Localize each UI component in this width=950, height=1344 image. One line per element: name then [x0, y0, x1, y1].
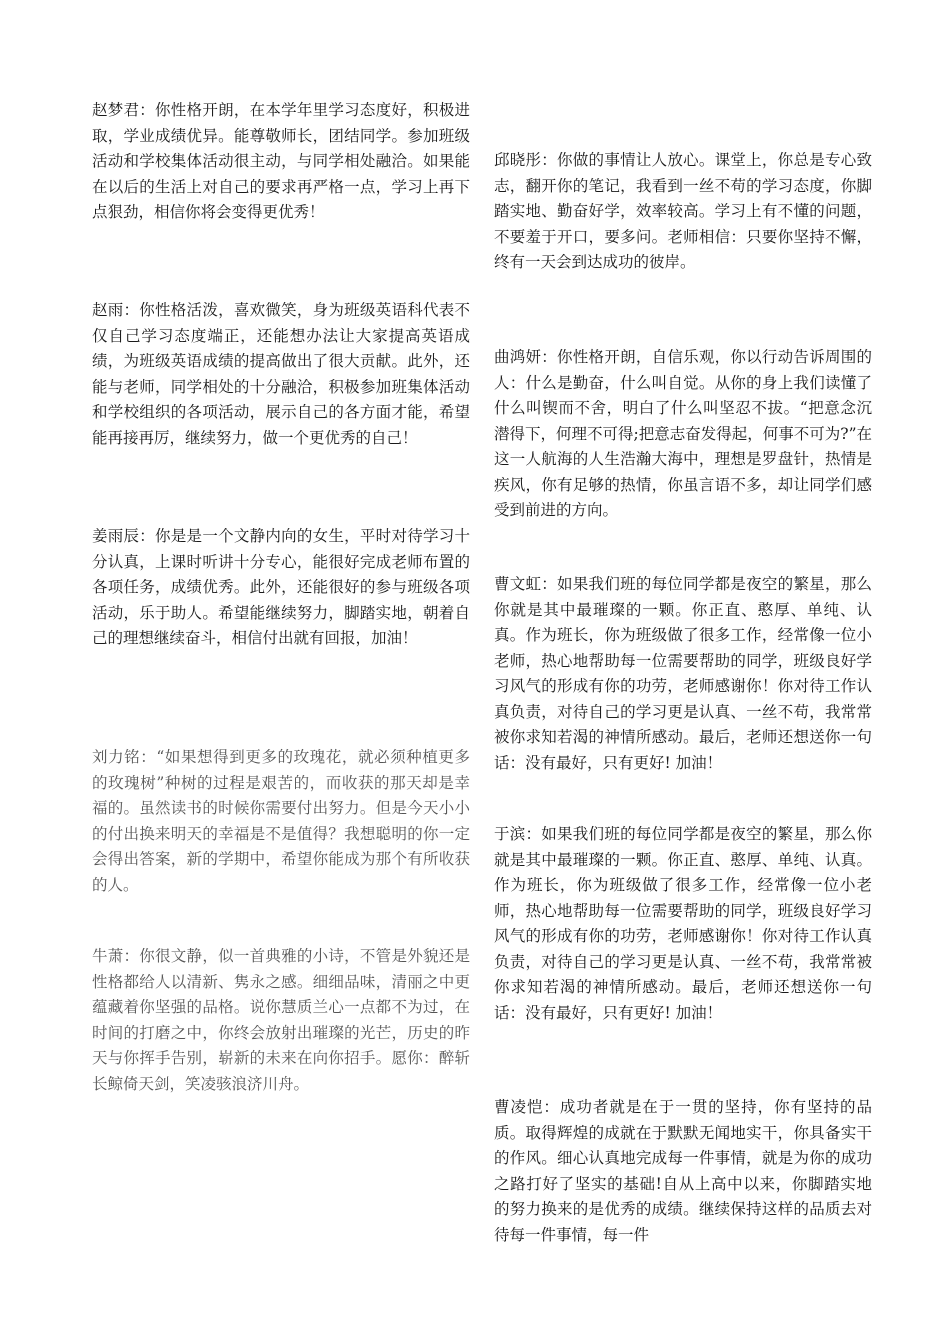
comment-qu-hongyan: 曲鸿妍：你性格开朗，自信乐观，你以行动告诉周围的人：什么是勤奋，什么叫自觉。从你的身上我们读懂了什么叫锲而不舍，明白了什么叫坚忍不拔。“把意念沉潜得下，何理不可得;把意志奋发得起，何事不可为?”在这一人航海的人生浩瀚大海中，理想是罗盘针，热情是疾风，你有足够的热情，你虽言语不多，却让同学们感受到前进的方向。	[494, 348, 872, 519]
comment-zhao-mengjun: 赵梦君：你性格开朗，在本学年里学习态度好，积极进取，学业成绩优异。能尊敬师长，团结同学。参加班级活动和学校集体活动很主动，与同学相处融洽。如果能在以后的生活上对自己的要求再严格一点，学习上再下点狠劲，相信你将会变得更优秀！	[92, 101, 470, 221]
comment-cao-wenhong: 曹文虹：如果我们班的每位同学都是夜空的繁星，那么你就是其中最璀璨的一颗。你正直、憨厚、单纯、认真。作为班长，你为班级做了很多工作，经常像一位小老师，热心地帮助每一位需要帮助的同学，班级良好学习风气的形成有你的功劳，老师感谢你！你对待工作认真负责，对待自己的学习更是认真、一丝不苟，我常常被你求知若渴的神情所感动。最后，老师还想送你一句话：没有最好，只有更好! 加油！	[494, 575, 872, 772]
comment-zhao-yu: 赵雨：你性格活泼，喜欢微笑，身为班级英语科代表不仅自己学习态度端正，还能想办法让大家提高英语成绩，为班级英语成绩的提高做出了很大贡献。此外，还能与老师，同学相处的十分融洽，积极参加班集体活动和学校组织的各项活动，展示自己的各方面才能，希望能再接再厉，继续努力，做一个更优秀的自己！	[92, 301, 470, 447]
comment-cao-lingkai: 曹凌恺：成功者就是在于一贯的坚持，你有坚持的品质。取得辉煌的成就在于默默无闻地实干，你具备实干的作风。细心认真地完成每一件事情，就是为你的成功之路打好了坚实的基础!自从上高中以来，你脚踏实地的努力换来的是优秀的成绩。继续保持这样的品质去对待每一件事情，每一件	[494, 1098, 872, 1244]
comment-yu-bin: 于滨：如果我们班的每位同学都是夜空的繁星，那么你就是其中最璀璨的一颗。你正直、憨厚、单纯、认真。作为班长，你为班级做了很多工作，经常像一位小老师，热心地帮助每一位需要帮助的同学，班级良好学习风气的形成有你的功劳，老师感谢你！你对待工作认真负责，对待自己的学习更是认真、一丝不苟，我常常被你求知若渴的神情所感动。最后，老师还想送你一句话：没有最好，只有更好! 加油！	[494, 825, 872, 1022]
comment-qiu-xiaotong: 邱晓彤：你做的事情让人放心。课堂上，你总是专心致志，翻开你的笔记，我看到一丝不苟的学习态度，你脚踏实地、勤奋好学，效率较高。学习上有不懂的问题，不要羞于开口，要多问。老师相信：只要你坚持不懈，终有一天会到达成功的彼岸。	[494, 151, 872, 271]
comment-jiang-yuchen: 姜雨辰：你是是一个文静内向的女生，平时对待学习十分认真，上课时听讲十分专心，能很好完成老师布置的各项任务，成绩优秀。此外，还能很好的参与班级各项活动，乐于助人。希望能继续努力，脚踏实地，朝着自己的理想继续奋斗，相信付出就有回报，加油！	[92, 527, 470, 647]
comment-niu-xiao: 牛萧：你很文静，似一首典雅的小诗，不管是外貌还是性格都给人以清新、隽永之感。细细品味，清丽之中更蕴藏着你坚强的品格。说你慧质兰心一点都不为过，在时间的打磨之中，你终会放射出璀璨的光芒，历史的昨天与你挥手告别，崭新的未来在向你招手。愿你：醉斩长鲸倚天剑，笑凌骇浪济川舟。	[92, 947, 470, 1093]
comment-liu-liming: 刘力铭：“如果想得到更多的玫瑰花，就必须种植更多的玫瑰树”种树的过程是艰苦的，而收获的那天却是幸福的。虽然读书的时候你需要付出努力。但是今天小小的付出换来明天的幸福是不是值得？我想聪明的你一定会得出答案，新的学期中，希望你能成为那个有所收获的人。	[92, 748, 470, 894]
